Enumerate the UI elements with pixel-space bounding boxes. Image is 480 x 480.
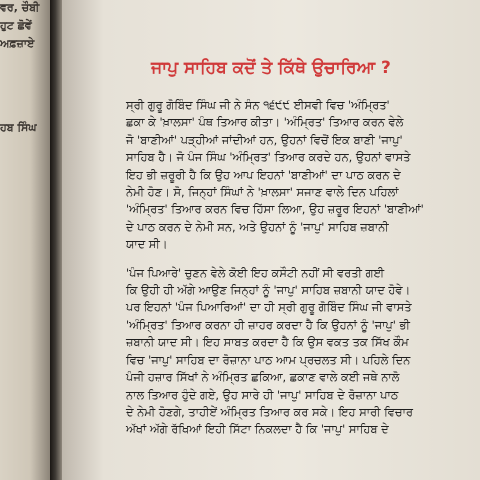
body-text [114,97,472,439]
text-line: ਸਾਹਿਬ ਹੈ। ਜੋ ਪੰਜ ਸਿੰਘ 'ਅੰਮ੍ਰਿਤ' ਤਿਆਰ ਕਰਦੇ ਹਨ, ਉਹਨਾਂ ਵਾਸਤੇ [126,150,411,165]
text-line: ਅੱਖਾਂ ਅੱਗੇ ਰੱਖਿਆਂ ਇਹੀ ਸਿੱਟਾ ਨਿਕਲਦਾ ਹੈ ਕਿ 'ਜਾਪੁ' ਸਾਹਿਬ ਦੇ [126,422,389,437]
paragraph-2 [114,265,472,439]
text-line: ਪਰ ਇਹਨਾਂ 'ਪੰਜ ਪਿਆਰਿਆਂ' ਦਾ ਹੀ ਸ੍ਰੀ ਗੁਰੂ ਗੋਬਿੰਦ ਸਿੰਘ ਜੀ ਵਾਸਤੇ [126,300,412,315]
text-line: ਯਾਦ ਸੀ। [126,237,168,252]
left-page-line: ਵਰ, ਚੌਬੀ [0,1,40,14]
left-page-line: ਹੁਟ ਛੋਵੇਂ [0,19,32,32]
text-line: ਦੇ ਨੇਮੀ ਹੋਣਗੇ, ਤਾਹੀਏਂ ਅੰਮ੍ਰਿਤ ਤਿਆਰ ਕਰ ਸਕੇ। ਇਹ ਸਾਰੀ ਵਿਚਾਰ [126,404,413,419]
text-line: ਜ਼ਬਾਨੀ ਯਾਦ ਸੀ। ਇਹ ਸਾਬਤ ਕਰਦਾ ਹੈ ਕਿ ਉਸ ਵਕਤ ਤਕ ਸਿੱਖ ਕੌਮ [126,335,409,350]
text-line: 'ਅੰਮ੍ਰਿਤ' ਤਿਆਰ ਕਰਨਾ ਹੀ ਜ਼ਾਹਰ ਕਰਦਾ ਹੈ ਕਿ ਉਹਨਾਂ ਨੂੰ 'ਜਾਪੁ' ਭੀ [126,317,410,332]
book-gutter [50,0,62,480]
text-line: ਨੇਮੀ ਹੋਣ। ਸੋ, ਜਿਨ੍ਹਾਂ ਸਿੰਘਾਂ ਨੇ 'ਖ਼ਾਲਸਾ' ਸਜਾਣ ਵਾਲੇ ਦਿਨ ਪਹਿਲਾਂ [126,185,399,200]
left-page-fragment [0,0,50,480]
text-line: 'ਅੰਮ੍ਰਿਤ' ਤਿਆਰ ਕਰਨ ਵਿਚ ਹਿੱਸਾ ਲਿਆ, ਉਹ ਜ਼ਰੂਰ ਇਹਨਾਂ 'ਬਾਣੀਆਂ' [126,202,424,217]
left-page-line: ਹਬ ਸਿੰਘ [0,121,37,134]
text-line: 'ਪੰਜ ਪਿਆਰੇ' ਚੁਣਨ ਵੇਲੇ ਕੋਈ ਇਹ ਕਸੌਟੀ ਨਹੀਂ ਸੀ ਵਰਤੀ ਗਈ [126,265,385,280]
text-line: ਕਿ ਉਹੀ ਹੀ ਅੱਗੇ ਆਉਣ ਜਿਨ੍ਹਾਂ ਨੂੰ 'ਜਾਪੁ' ਸਾਹਿਬ ਜ਼ਬਾਨੀ ਯਾਦ ਹੋਵੇ। [126,283,411,298]
text-line: ਦੇ ਪਾਠ ਕਰਨ ਦੇ ਨੇਮੀ ਸਨ, ਅਤੇ ਉਹਨਾਂ ਨੂੰ 'ਜਾਪੁ' ਸਾਹਿਬ ਜ਼ਬਾਨੀ [126,219,389,234]
text-line: ਜੋ 'ਬਾਣੀਆਂ' ਪੜ੍ਹੀਆਂ ਜਾਂਦੀਆਂ ਹਨ, ਉਹਨਾਂ ਵਿਚੋਂ ਇਕ ਬਾਣੀ 'ਜਾਪੁ' [126,132,403,147]
text-line: ਵਿਚ 'ਜਾਪੁ' ਸਾਹਿਬ ਦਾ ਰੋਜ਼ਾਨਾ ਪਾਠ ਆਮ ਪ੍ਰਚਲਤ ਸੀ। ਪਹਿਲੇ ਦਿਨ [126,352,411,367]
paragraph-1 [114,97,472,254]
left-page-line: ਅਫ਼ਜ਼ਾਏ [0,37,35,50]
text-line: ਇਹ ਭੀ ਜ਼ਰੂਰੀ ਹੈ ਕਿ ਉਹ ਆਪ ਇਹਨਾਂ 'ਬਾਣੀਆਂ' ਦਾ ਪਾਠ ਕਰਨ ਦੇ [126,167,401,182]
text-line: ਛਕਾ ਕੇ 'ਖ਼ਾਲਸਾ' ਪੰਥ ਤਿਆਰ ਕੀਤਾ। 'ਅੰਮ੍ਰਿਤ' ਤਿਆਰ ਕਰਨ ਵੇਲੇ [126,115,404,130]
text-line: ਸ੍ਰੀ ਗੁਰੂ ਗੋਬਿੰਦ ਸਿੰਘ ਜੀ ਨੇ ਸੰਨ ੧੬੯੯ ਈਸਵੀ ਵਿਚ 'ਅੰਮ੍ਰਿਤ' [126,98,390,112]
text-line: ਪੰਜੀ ਹਜ਼ਾਰ ਸਿੱਖਾਂ ਨੇ ਅੰਮ੍ਰਿਤ ਛਕਿਆ, ਛਕਾਣ ਵਾਲੇ ਕਈ ਜਥੇ ਨਾਲੋ [126,370,400,385]
chapter-heading: ਜਾਪੁ ਸਾਹਿਬ ਕਦੋਂ ਤੇ ਕਿੱਥੇ ਉਚਾਰਿਆ ? [151,58,391,78]
right-page [62,0,480,480]
text-line: ਨਾਲ ਤਿਆਰ ਹੁੰਦੇ ਗਏ, ਉਹ ਸਾਰੇ ਹੀ 'ਜਾਪੁ' ਸਾਹਿਬ ਦੇ ਰੋਜ਼ਾਨਾ ਪਾਠ [126,387,399,402]
